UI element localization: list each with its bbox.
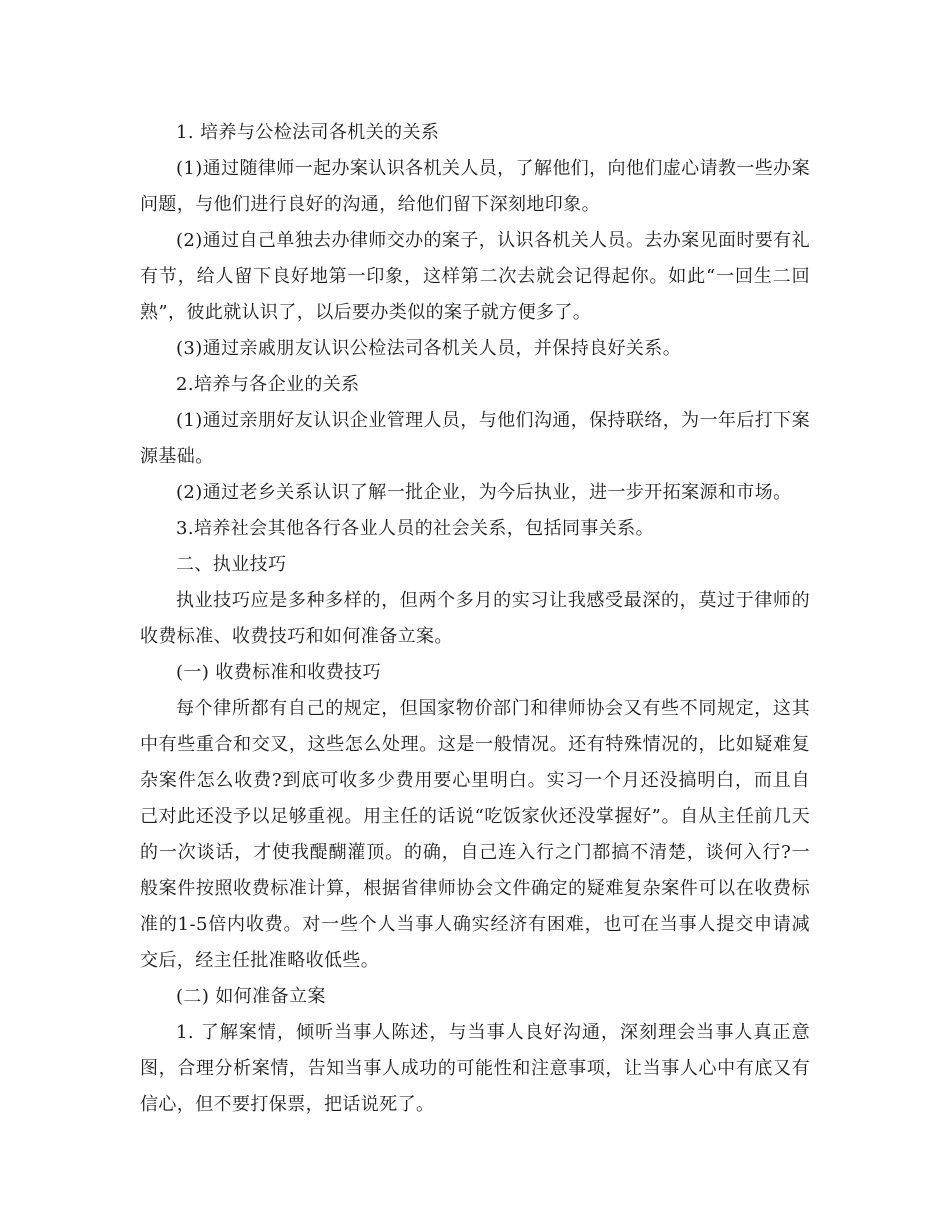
paragraph: (2)通过自己单独去办律师交办的案子，认识各机关人员。去办案见面时要有礼有节，给人留下良好地第一印象，这样第二次去就会记得起你。如此“一回生二回熟”，彼此就认识了，以后要办类似的案子就方便多了。 — [140, 230, 810, 323]
paragraph: 1. 了解案情，倾听当事人陈述，与当事人良好沟通，深刻理会当事人真正意图，合理分析案情，告知当事人成功的可能性和注意事项，让当事人心中有底又有信心，但不要打保票，把话说死了。 — [140, 1022, 810, 1115]
subsection-heading-filing: (二) 如何准备立案 — [176, 986, 326, 1007]
paragraph: (1)通过随律师一起办案认识各机关人员，了解他们，向他们虚心请教一些办案问题，与他们进行良好的沟通，给他们留下深刻地印象。 — [140, 158, 810, 215]
paragraph: 执业技巧应是多种多样的，但两个多月的实习让我感受最深的，莫过于律师的收费标准、收费技巧和如何准备立案。 — [140, 590, 810, 647]
section-heading-practice-skills: 二、执业技巧 — [176, 554, 287, 575]
paragraph: (2)通过老乡关系认识了解一批企业，为今后执业，进一步开拓案源和市场。 — [176, 482, 792, 503]
paragraph: 每个律所都有自己的规定，但国家物价部门和律师协会又有些不同规定，这其中有些重合和交叉，这些怎么处理。这是一般情况。还有特殊情况的，比如疑难复杂案件怎么收费?到底可收多少费用要心里明白。实习一个月还没搞明白，而且自己对此还没予以足够重视。用主任的话说“吃饭家伙还没掌握好”。自从主任前几天的一次谈话，才使我醍醐灌顶。的确，自己连入行之门都搞不清楚，谈何入行?一般案件按照收费标准计算，根据省律师协会文件确定的疑难复杂案件可以在收费标准的1-5倍内收费。对一些个人当事人确实经济有困难，也可在当事人提交申请减交后，经主任批准略收低些。 — [140, 698, 810, 971]
heading-relations-authorities: 1. 培养与公检法司各机关的关系 — [176, 122, 440, 143]
subsection-heading-fees: (一) 收费标准和收费技巧 — [176, 662, 381, 683]
heading-relations-enterprises: 2.培养与各企业的关系 — [176, 374, 360, 395]
paragraph: 3.培养社会其他各行各业人员的社会关系，包括同事关系。 — [176, 518, 654, 539]
paragraph: (3)通过亲戚朋友认识公检法司各机关人员，并保持良好关系。 — [176, 338, 682, 359]
paragraph: (1)通过亲朋好友认识企业管理人员，与他们沟通，保持联络，为一年后打下案源基础。 — [140, 410, 810, 467]
